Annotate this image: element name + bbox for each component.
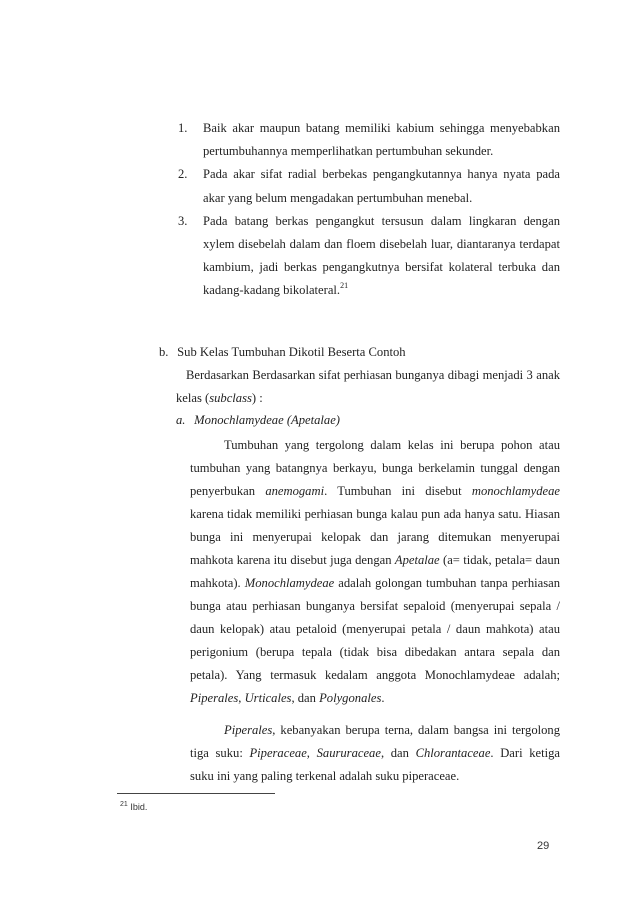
intro-text-end: ) :: [251, 391, 263, 405]
text-run: ,: [306, 746, 317, 760]
text-run: adalah golongan tumbuhan tanpa perhiasan bunga atau perhiasan bunganya bersifat sepaloid (menyerupai sepala / daun kelopak) atau petaloid (menyerupai petala / daun mahkota) atau perigonium (berupa tepala (tidak bisa dibedakan antara sepala dan petala). Yang termasuk kedalam anggota Monochlamydeae adalah;: [190, 576, 560, 682]
intro-italic: subclass: [209, 391, 252, 405]
text-run: ,: [238, 691, 245, 705]
paragraph-piperales: [190, 719, 560, 788]
text-run: , kebanyakan berupa terna, dalam bangsa ini tergolong tiga suku:: [190, 723, 560, 760]
italic-term: monochlamydeae: [471, 484, 560, 498]
italic-term: Urticales: [244, 691, 292, 705]
text-run: . Tumbuhan ini disebut: [324, 484, 472, 498]
list-item-number: 3.: [178, 213, 188, 228]
intro-text: Berdasarkan Berdasarkan sifat perhiasan bunganya dibagi menjadi 3 anak kelas (: [176, 368, 560, 405]
section-a-title: Monochlamydeae (Apetalae): [194, 413, 340, 427]
section-b-intro: [176, 364, 560, 410]
text-run: .: [381, 691, 385, 705]
text-run: (a= tidak, petala= daun mahkota).: [190, 553, 560, 590]
italic-term: Piperales: [190, 691, 239, 705]
list-item-text: Pada batang berkas pengangkut tersusun dalam lingkaran dengan xylem disebelah dalam dan floem disebelah luar, diantaranya terdapat kambium, jadi berkas pengangkutnya bersifat kolateral terbuka dan kadang-kadang bikolateral.: [203, 213, 560, 298]
text-run: , dan: [291, 691, 320, 705]
italic-term: Piperaceae: [249, 746, 307, 760]
list-item-text: Baik akar maupun batang memiliki kabium sehingga menyebabkan pertumbuhannya memperlihatkan pertumbuhan sekunder.: [203, 121, 560, 159]
italic-term: Chlorantaceae: [415, 746, 491, 760]
list-item: [178, 210, 560, 303]
section-a-heading: [176, 410, 340, 430]
italic-term: Piperales: [224, 723, 273, 737]
footnote: [120, 801, 147, 812]
paragraph-monochlamydeae: [190, 434, 560, 710]
italic-term: Monochlamydeae: [244, 576, 335, 590]
page-number: 29: [537, 840, 550, 852]
section-b-number: b.: [159, 345, 169, 359]
footnote-number: 21: [120, 801, 128, 808]
numbered-list: [178, 117, 560, 303]
italic-term: Saururaceae: [316, 746, 381, 760]
italic-term: Polygonales: [319, 691, 382, 705]
list-item-number: 1.: [178, 121, 188, 135]
section-a-number: a.: [176, 413, 186, 427]
italic-term: Apetalae: [394, 553, 440, 567]
list-item: [178, 117, 560, 163]
footnote-reference[interactable]: 21: [340, 281, 349, 291]
text-run: Tumbuhan yang tergolong dalam kelas ini berupa pohon atau tumbuhan yang batangnya berkayu, bunga berkelamin tunggal dengan penyerbukan: [190, 438, 560, 498]
list-item: [178, 163, 560, 209]
section-b-heading: [159, 342, 406, 362]
text-run: . Dari ketiga suku ini yang paling terkenal adalah suku piperaceae.: [190, 746, 560, 783]
footnote-divider: [117, 793, 275, 794]
italic-term: anemogami: [265, 484, 325, 498]
text-run: , dan: [380, 746, 416, 760]
section-b-title: Sub Kelas Tumbuhan Dikotil Beserta Contoh: [177, 345, 406, 359]
footnote-text: Ibid.: [130, 802, 148, 812]
list-item-number: 2.: [178, 167, 188, 182]
list-item-text: Pada akar sifat radial berbekas pengangkutannya hanya nyata pada akar yang belum mengadakan pertumbuhan menebal.: [203, 167, 560, 205]
text-run: karena tidak memiliki perhiasan bunga kalau pun ada hanya satu. Hiasan bunga ini menyerupai kelopak dan jarang ditemukan menyerupai mahkota karena itu disebut juga dengan: [190, 507, 560, 567]
